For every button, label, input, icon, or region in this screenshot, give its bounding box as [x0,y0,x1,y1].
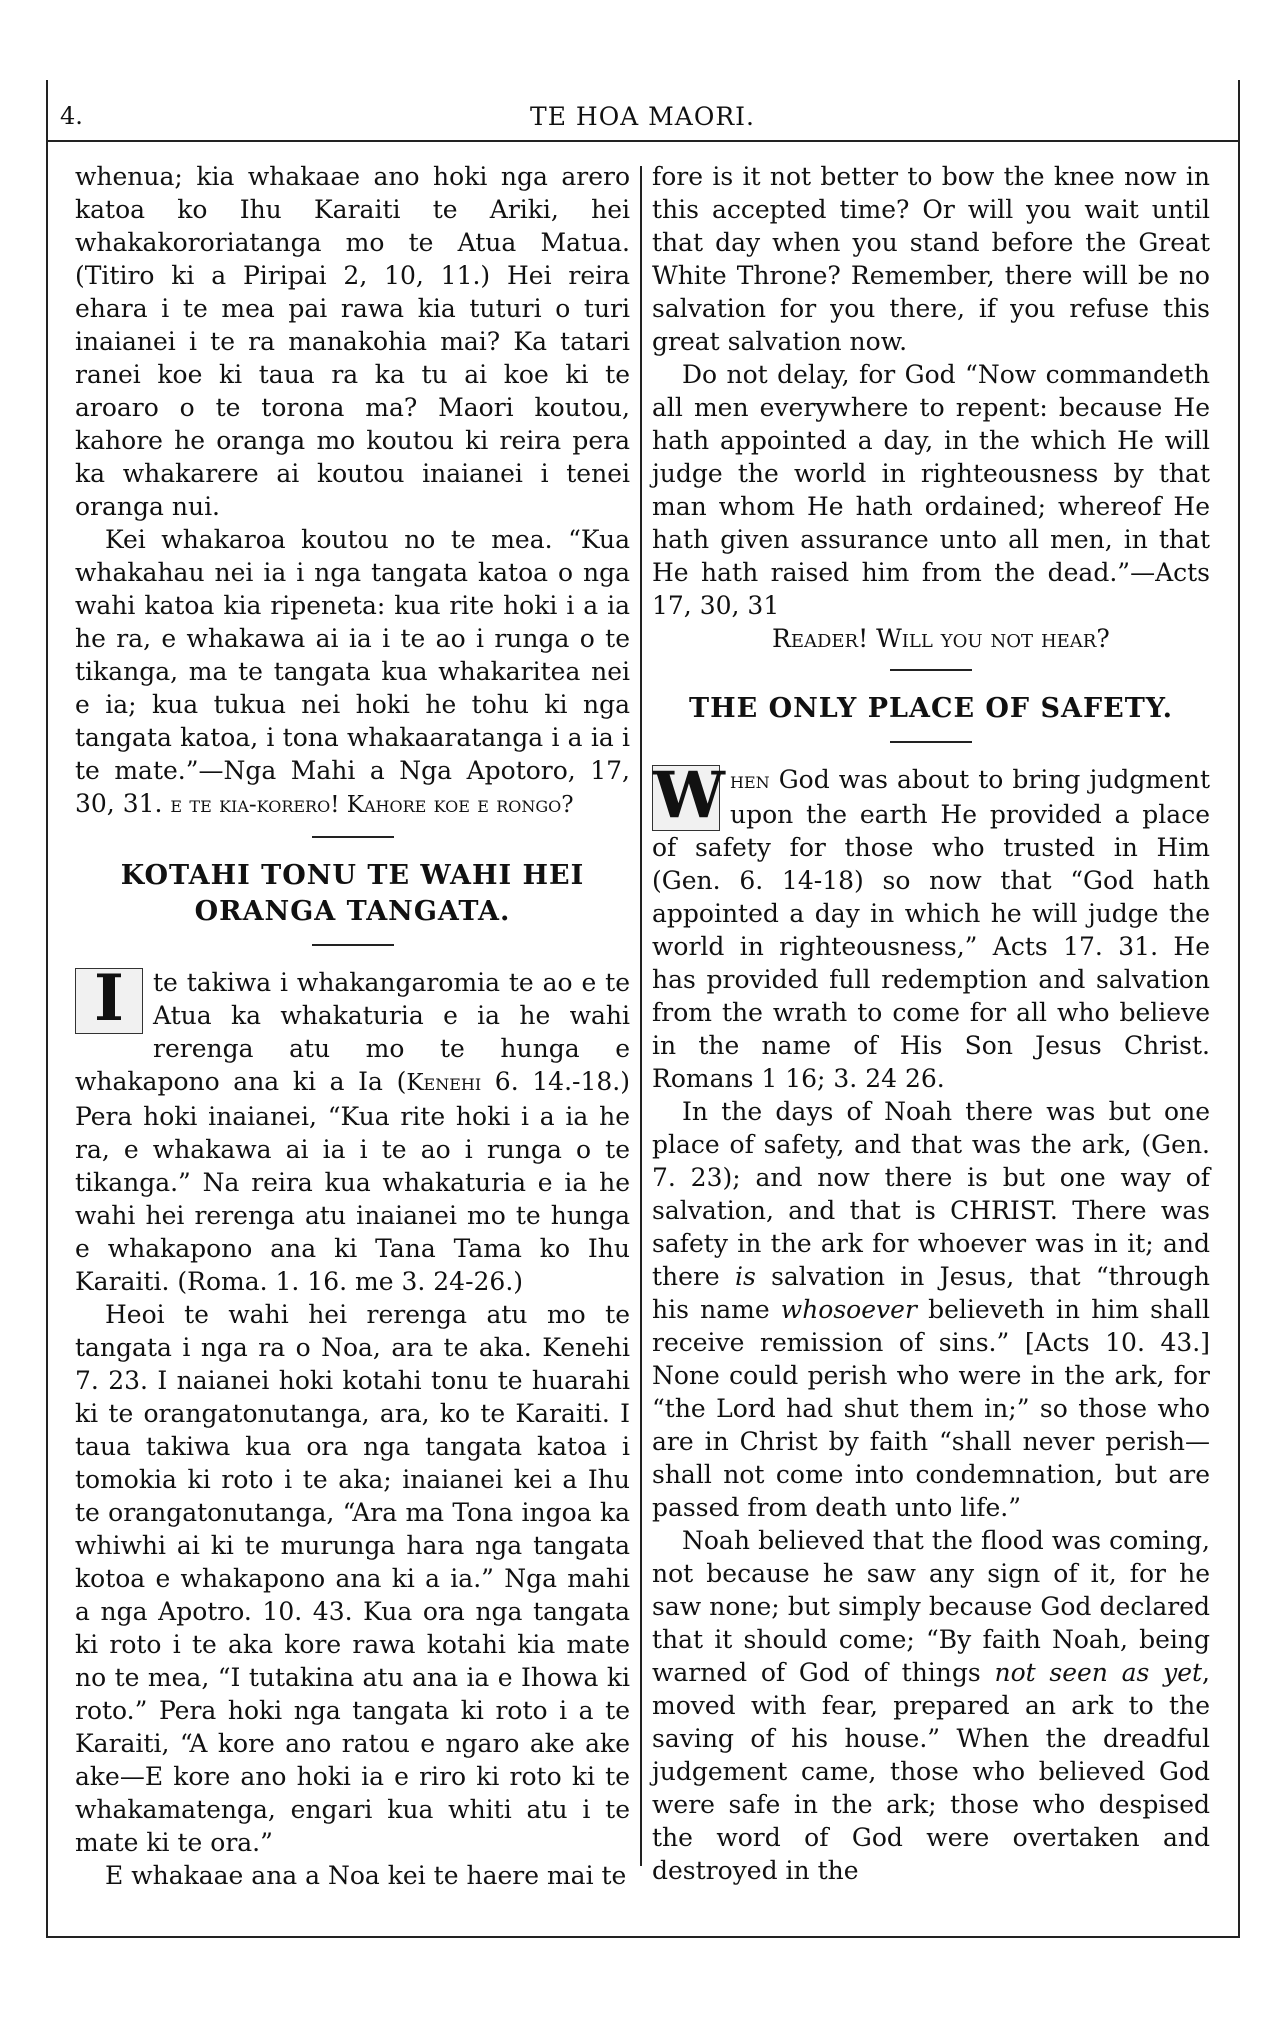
drop-cap-letter-right: W [653,758,725,833]
journal-title: TE HOA MAORI. [530,102,755,131]
right-paragraph-4-part-c: believeth in him shall receive remission of sins.” [Acts 10. 43.] None could perish who were in the ark, for “the Lord had shut them in;” so those who are in Christ by faith “shall never perish—shall not come into condemnation, but are passed from death unto life.” [652,1295,1210,1522]
page-bottom-rule [46,1936,1240,1938]
right-paragraph-3-text: God was about to bring judgment upon the earth He provided a place of safety for those who trusted in Him (Gen. 6. 14-18) so now that “God hath appointed a day in which he will judge the world in righteousness,” Acts 17. 31. He has provided full redemption and salvation from the wrath to come for all who believe in the name of His Son Jesus Christ. Romans 1 16; 3. 24 26. [652,765,1210,1093]
right-paragraph-4-emphasis-is: is [734,1262,756,1291]
header-rule [46,140,1240,142]
heading-underline-rule-right [890,741,972,743]
right-column [652,160,1210,1887]
heading-underline-rule [312,944,394,946]
right-paragraph-4-part-a: In the days of Noah there was but one place of safety, and that was the ark, (Gen. 7. 23); and now there is but one way of salvation, and that is CHRIST. There was safety in the ark for whoever was in it; and there [652,1097,1210,1291]
maori-section-heading: KOTAHI TONU TE WAHI HEI ORANGA TANGATA. [120,860,585,927]
left-paragraph-2-text: Kei whakaroa koutou no te mea. “Kua whakahau nei ia i nga tangata katoa o nga wahi katoa kia ripeneta: kua rite hoki i a ia he ra, e whakawa ai ia i te ao i runga o te tikanga, ma te tangata kua whakaritea nei e ia; kua tukua nei hoki he tohu ki nga tangata katoa, i tona whakaaratanga i a ia i te mate.”—Nga Mahi a Nga Apotoro, 17, 30, 31. [75,525,630,818]
left-paragraph-3-text: te takiwa i whakangaromia te ao e te Atua ka whakaturia e ia he wahi rerenga atu mo te hunga e whakapono ana ki a Ia ( [75,968,630,1096]
right-paragraph-4 [652,1095,1210,1524]
left-paragraph-3-text-continued: 6. 14.-18.) Pera hoki inaianei, “Kua rite hoki i a ia he ra, e whakawa ai ia i te ao i runga o te tikanga.” Na reira kua whakaturia e ia he wahi hei rerenga atu inaianei mo te hunga e whakapono ana ki Tana Tama ko Ihu Karaiti. (Roma. 1. 16. me 3. 24-26.) [75,1067,630,1296]
left-paragraph-3 [75,961,630,1298]
right-paragraph-5-part-a: Noah believed that the flood was coming, not because he saw any sign of it, for he saw none; but simply because God declared that it should come; “By faith Noah, being warned of God of things [652,1526,1210,1687]
left-column [75,160,630,1892]
left-paragraph-1: whenua; kia whakaae ano hoki nga arero katoa ko Ihu Karaiti te Ariki, hei whakakororiatanga mo te Atua Matua. (Titiro ki a Piripai 2, 10, 11.) Hei reira ehara i te mea pai rawa kia tuturi o turi inaianei i te ra manakohia mai? Ka tatari ranei koe ki taua ra ka tu ai koe ki te aroaro o te torona ma? Maori koutou, kahore he oranga mo koutou ki reira pera ka whakarere ai koutou inaianei i tenei oranga nui. [75,162,630,521]
section-divider-rule-right [890,669,972,671]
right-paragraph-4-emphasis-whosoever: whosoever [780,1295,917,1324]
right-paragraph-4-part-b: salvation in Jesus, that “through his name [652,1262,1210,1324]
running-head [60,90,1225,134]
english-section-heading: THE ONLY PLACE OF SAFETY. [689,693,1173,724]
right-paragraph-3 [652,758,1210,1095]
right-paragraph-2: Do not delay, for God “Now commandeth all men everywhere to repent: because He hath appointed a day, in the which He will judge the world in righteousness by that man whom He hath ordained; whereof He hath given assurance unto all men, in that He hath raised him from the dead.”—Acts 17, 30, 31 [652,360,1210,620]
left-paragraph-3-reference: Kenehi [406,1070,482,1096]
left-paragraph-2-appeal: e te kia-korero! Kahore koe e rongo? [170,792,574,818]
left-paragraph-2 [75,523,630,822]
page-number: 4. [60,102,83,130]
right-paragraph-5-emphasis: not seen as yet [994,1658,1203,1687]
left-paragraph-5: E whakaae ana a Noa kei te haere mai te [105,1861,627,1890]
right-paragraph-3-lead: hen [730,768,770,794]
right-paragraph-5-part-b: , moved with fear, prepared an ark to the saving of his house.” When the dreadful judgement came, those who believed God were safe in the ark; those who despised the word of God were overtaken and destroyed in the [652,1658,1210,1885]
reader-signoff: Reader! Will you not hear? [772,624,1110,653]
left-paragraph-4: Heoi te wahi hei rerenga atu mo te tangata i nga ra o Noa, ara te aka. Kenehi 7. 23. I naianei hoki kotahi tonu te huarahi ki te orangatonutanga, ara, ko te Karaiti. I taua takiwa kua ora nga tangata katoa i tomokia ki roto i te aka; inaianei kei a Ihu te orangatonutanga, “Ara ma Tona ingoa ka whiwhi ai ki te murunga hara nga tangata kotoa e whakapono ana ki a ia.” Nga mahi a nga Apotro. 10. 43. Kua ora nga tangata ki roto i te aka kore rawa kotahi kia mate no te mea, “I tutakina atu ana ia e Ihowa ki roto.” Pera hoki nga tangata ki roto i a te Karaiti, “A kore ano ratou e ngaro ake ake ake—E kore ano hoki ia e riro ki roto ki te whakamatenga, engari kua whiti atu i te mate ki te ora.” [75,1300,630,1857]
section-divider-rule [312,836,394,838]
right-paragraph-1: fore is it not better to bow the knee now in this accepted time? Or will you wait until that day when you stand before the Great White Throne? Remember, there will be no salvation for you there, if you refuse this great salvation now. [652,162,1210,356]
drop-cap-letter: I [75,968,143,1034]
right-paragraph-5 [652,1524,1210,1887]
column-divider [640,166,642,1866]
